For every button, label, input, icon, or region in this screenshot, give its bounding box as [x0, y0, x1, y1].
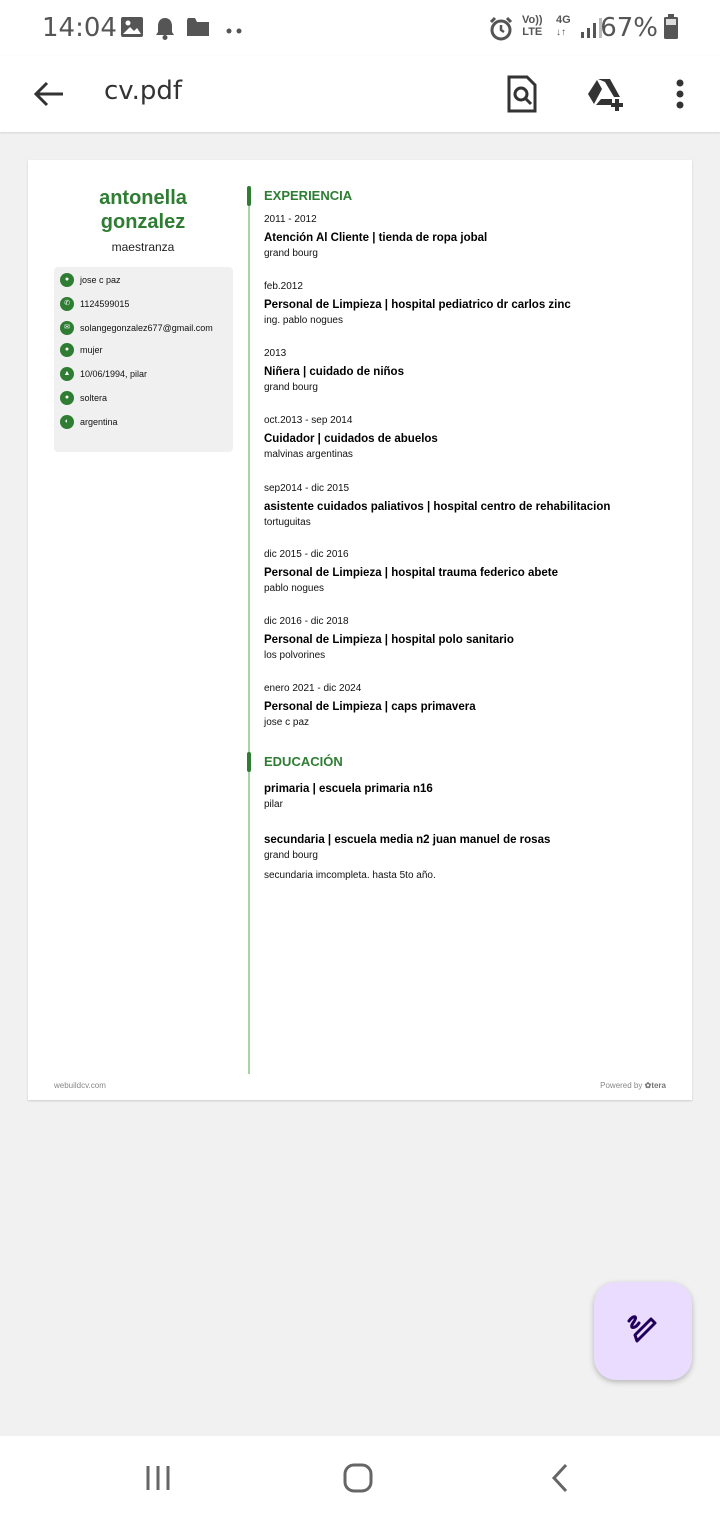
entry-place: grand bourg [264, 382, 318, 393]
globe-icon: ◐ [60, 415, 74, 429]
entry-place: pablo nogues [264, 583, 325, 594]
more-dots-icon [226, 22, 242, 40]
bell-icon [154, 16, 176, 45]
entry-place: grand bourg [264, 248, 318, 259]
volte-icon: Vo)) LTE [522, 14, 543, 38]
contact-phone: ✆ 1124599015 [60, 297, 227, 311]
entry-title: Atención Al Cliente | tienda de ropa jobal [264, 232, 488, 244]
document-title: cv.pdf [104, 76, 183, 106]
signal-icon [580, 16, 602, 45]
battery-icon [663, 14, 679, 45]
email-icon: ✉ [60, 321, 74, 335]
cake-icon: ▲ [60, 367, 74, 381]
people-icon: ● [60, 391, 74, 405]
location-icon: ● [60, 273, 74, 287]
contact-location: ● jose c paz [60, 273, 227, 287]
footer-powered: Powered by ✿tera [600, 1081, 666, 1090]
app-bar [0, 56, 720, 132]
entry-place: pilar [264, 799, 283, 810]
recents-icon[interactable] [134, 1458, 182, 1498]
entry-place: malvinas argentinas [264, 449, 353, 460]
phone-icon: ✆ [60, 297, 74, 311]
cv-name: antonella gonzalez [99, 187, 187, 233]
experience-entry [264, 682, 684, 730]
contact-status: ● soltera [60, 391, 227, 405]
entry-title: Personal de Limpieza | caps primavera [264, 701, 476, 713]
experience-entry [264, 414, 684, 462]
experience-entry [264, 482, 684, 530]
edit-pen-icon [625, 1311, 661, 1352]
status-time: 14:04 [42, 13, 117, 43]
experience-entry [264, 347, 684, 395]
entry-title: Personal de Limpieza | hospital trauma federico abete [264, 567, 558, 579]
education-entry [264, 829, 684, 883]
entry-date: oct.2013 - sep 2014 [264, 415, 353, 426]
entry-place: grand bourg [264, 850, 318, 861]
entry-place: ing. pablo nogues [264, 315, 343, 326]
entry-place: jose c paz [264, 717, 310, 728]
entry-title: Personal de Limpieza | hospital polo sanitario [264, 634, 514, 646]
more-vert-icon[interactable] [656, 70, 704, 118]
folder-icon [186, 16, 210, 43]
contact-gender: ● mujer [60, 343, 227, 357]
entry-date: feb.2012 [264, 281, 303, 292]
pdf-page [28, 160, 692, 1100]
experience-title: EXPERIENCIA [264, 188, 353, 203]
drive-add-icon[interactable] [582, 70, 630, 118]
entry-place: los polvorines [264, 650, 326, 661]
home-icon[interactable] [334, 1458, 382, 1498]
entry-title: asistente cuidados paliativos | hospital centro de rehabilitacion [264, 501, 611, 513]
contact-box [54, 267, 233, 452]
experience-entry [264, 548, 684, 596]
entry-date: dic 2016 - dic 2018 [264, 616, 349, 627]
contact-birth: ▲ 10/06/1994, pilar [60, 367, 227, 381]
entry-date: enero 2021 - dic 2024 [264, 683, 362, 694]
person-icon: ● [60, 343, 74, 357]
contact-email: ✉ solangegonzalez677@gmail.com [60, 321, 227, 335]
back-icon[interactable] [536, 1458, 584, 1498]
status-bar [0, 0, 720, 56]
experience-entry [264, 615, 684, 663]
entry-date: 2013 [264, 348, 287, 359]
search-document-icon[interactable] [498, 70, 546, 118]
entry-title: primaria | escuela primaria n16 [264, 783, 433, 795]
system-nav-bar [0, 1436, 720, 1520]
entry-date: sep2014 - dic 2015 [264, 483, 350, 494]
contact-nationality: ◐ argentina [60, 415, 227, 429]
timeline-line [248, 186, 250, 1074]
entry-date: 2011 - 2012 [264, 214, 317, 225]
entry-title: Niñera | cuidado de niños [264, 366, 404, 378]
entry-title: Cuidador | cuidados de abuelos [264, 433, 438, 445]
back-arrow-icon[interactable] [25, 70, 73, 118]
entry-place: tortuguitas [264, 517, 311, 528]
experience-entry [264, 213, 684, 261]
tera-logo: ✿tera [644, 1081, 666, 1090]
image-icon [120, 16, 144, 43]
entry-note: secundaria imcompleta. hasta 5to año. [264, 870, 436, 881]
network-type: 4G ↓↑ [556, 14, 571, 38]
entry-title: Personal de Limpieza | hospital pediatrico dr carlos zinc [264, 299, 571, 311]
edit-fab-button[interactable] [594, 1282, 692, 1380]
entry-title: secundaria | escuela media n2 juan manuel de rosas [264, 834, 551, 846]
timeline-marker-experience [247, 186, 251, 206]
entry-date: dic 2015 - dic 2016 [264, 549, 349, 560]
footer-website: webuildcv.com [54, 1081, 106, 1090]
education-title: EDUCACIÓN [264, 754, 343, 769]
cv-role: maestranza [111, 240, 175, 254]
experience-entry [264, 280, 684, 328]
education-entry [264, 778, 684, 812]
timeline-marker-education [247, 752, 251, 772]
alarm-icon [488, 16, 514, 47]
battery-percent: 67% [600, 13, 658, 43]
